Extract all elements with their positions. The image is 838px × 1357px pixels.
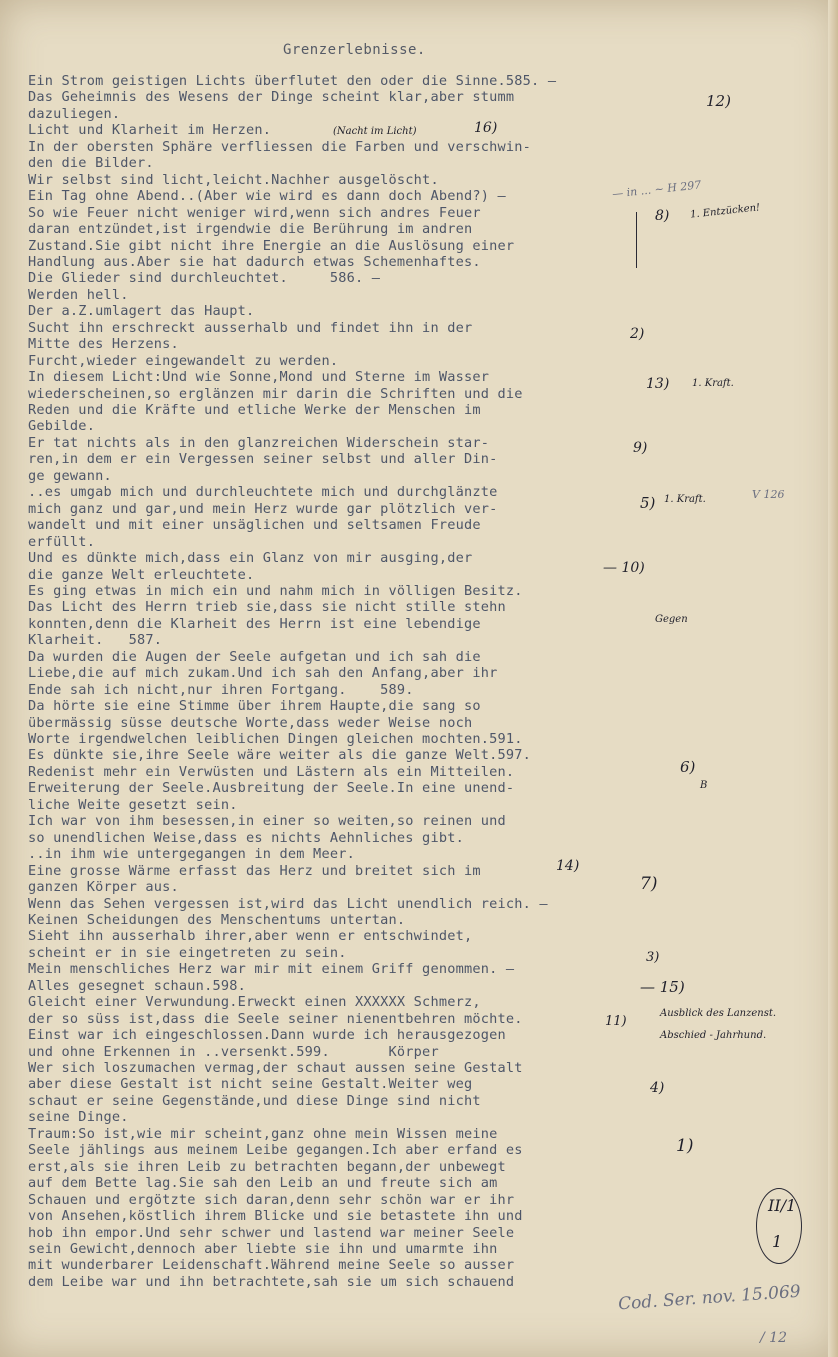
typed-line: ren,in dem er ein Vergessen seiner selbst und aller Din-: [28, 451, 498, 468]
typed-line: erst,als sie ihren Leib zu betrachten begann,der unbewegt: [28, 1158, 506, 1175]
typed-line: Und es dünkte mich,dass ein Glanz von mir ausging,der: [28, 550, 473, 567]
typed-line: ..es umgab mich und durchleuchtete mich und durchglänzte: [28, 484, 498, 501]
margin-note-4: 4): [650, 1080, 665, 1096]
typed-line: Ende sah ich nicht,nur ihren Fortgang. 589.: [28, 681, 414, 698]
typed-line: Erweiterung der Seele.Ausbreitung der Seele.In eine unend-: [28, 780, 515, 797]
typed-line: Die Glieder sind durchleuchtet. 586. —: [28, 270, 381, 287]
typed-line: die ganze Welt erleuchtete.: [28, 566, 255, 583]
margin-note-1: 1): [676, 1136, 694, 1156]
typed-line: Da wurden die Augen der Seele aufgetan und ich sah die: [28, 648, 481, 665]
typed-line: wiederscheinen,so erglänzen mir darin die Schriften und die: [28, 385, 523, 402]
page-edge: [828, 0, 838, 1357]
typed-line: Der a.Z.umlagert das Haupt.: [28, 303, 255, 320]
typed-line: ganzen Körper aus.: [28, 879, 179, 896]
margin-note-8-text: 1. Entzücken!: [689, 202, 761, 221]
typed-line: Gebilde.: [28, 418, 96, 435]
margin-note-10: — 10): [603, 560, 645, 576]
typed-line: Wir selbst sind licht,leicht.Nachher ausgelöscht.: [28, 171, 439, 188]
document-title: Grenzerlebnisse.: [283, 42, 426, 58]
typed-line: Mitte des Herzens.: [28, 336, 179, 353]
typed-line: ge gewann.: [28, 467, 112, 484]
typed-line: erfüllt.: [28, 533, 96, 550]
typed-line: Ein Strom geistigen Lichts überflutet den oder die Sinne.585. —: [28, 73, 557, 89]
typed-line: Es dünkte sie,ihre Seele wäre weiter als die ganze Welt.597.: [28, 747, 532, 764]
typed-line: seine Dinge.: [28, 1109, 129, 1126]
typed-line: Furcht,wieder eingewandelt zu werden.: [28, 352, 339, 369]
margin-note-2: 2): [630, 326, 645, 342]
typed-line: Licht und Klarheit im Herzen.: [28, 122, 272, 139]
typed-line: Reden und die Kräfte und etliche Werke der Menschen im: [28, 402, 481, 418]
typed-line: Seele jählings aus meinem Leibe gegangen.Ich aber erfand es: [28, 1142, 523, 1159]
typed-line: So wie Feuer nicht weniger wird,wenn sich andres Feuer: [28, 204, 481, 221]
typed-line: den die Bilder.: [28, 155, 154, 172]
typed-line: Redenist mehr ein Verwüsten und Lästern als ein Mitteilen.: [28, 763, 515, 780]
margin-note-6: 6): [680, 758, 696, 776]
margin-note-16: 16): [474, 120, 498, 136]
typed-line: daran entzündet,ist irgendwie die Berührung im andren: [28, 221, 473, 238]
margin-note-7: 7): [640, 874, 658, 894]
typed-line: Sucht ihn erschreckt ausserhalb und findet ihn in der: [28, 319, 473, 336]
inline-handwritten-note: (Nacht im Licht): [333, 126, 417, 137]
typed-line: Er tat nichts als in den glanzreichen Widerschein star-: [28, 434, 490, 451]
margin-note-13: 13): [646, 376, 670, 392]
typed-line: Einst war ich eingeschlossen.Dann wurde ich herausgezogen: [28, 1027, 506, 1044]
margin-note-a: Ausblick des Lanzenst.: [660, 1008, 777, 1019]
typed-line: Werden hell.: [28, 286, 129, 303]
margin-note-v126: V 126: [752, 488, 785, 501]
typed-line: Es ging etwas in mich ein und nahm mich in völligen Besitz.: [28, 582, 523, 599]
archive-stamp-bottom: 1: [772, 1232, 783, 1251]
typed-line: Sieht ihn ausserhalb ihrer,aber wenn er entschwindet,: [28, 928, 473, 945]
typed-line: Klarheit. 587.: [28, 632, 163, 649]
typed-line: dazuliegen.: [28, 105, 121, 122]
typed-line: übermässig süsse deutsche Worte,dass weder Weise noch: [28, 714, 473, 731]
typed-line: dem Leibe war und ihn betrachtete,sah sie um sich schauend: [28, 1273, 515, 1290]
typed-line: Traum:So ist,wie mir scheint,ganz ohne mein Wissen meine: [28, 1125, 498, 1142]
typed-line: Schauen und ergötzte sich daran,denn sehr schön war er ihr: [28, 1191, 515, 1208]
typed-line: mit wunderbarer Leidenschaft.Während meine Seele so ausser: [28, 1257, 515, 1274]
typed-line: Gleicht einer Verwundung.Erweckt einen XXXXXX Schmerz,: [28, 994, 481, 1011]
typed-line: Eine grosse Wärme erfasst das Herz und breitet sich im: [28, 862, 481, 879]
typed-line: Ich war von ihm besessen,in einer so weiten,so reinen und: [28, 813, 506, 830]
margin-note-12: 12): [706, 92, 731, 110]
archive-stamp-top: II/1: [768, 1196, 797, 1215]
page-number-mark: / 12: [760, 1330, 787, 1346]
typed-line: konnten,denn die Klarheit des Herrn ist eine lebendige: [28, 615, 481, 632]
typed-line: In diesem Licht:Und wie Sonne,Mond und Sterne im Wasser: [28, 369, 490, 386]
margin-note-3: 3): [646, 950, 660, 965]
typed-line: In der obersten Sphäre verfliessen die Farben und verschwin-: [28, 138, 532, 155]
margin-note-5: 5): [640, 494, 656, 512]
typed-line: Mein menschliches Herz war mir mit einem Griff genommen. —: [28, 961, 515, 978]
margin-note-14: 14): [556, 858, 580, 874]
margin-note-h297: — in ... ~ H 297: [611, 178, 702, 201]
typed-line: Das Geheimnis des Wesens der Dinge scheint klar,aber stumm: [28, 89, 515, 106]
margin-bracket: [636, 212, 641, 268]
typed-line: Handlung aus.Aber sie hat dadurch etwas Schemenhaftes.: [28, 253, 481, 270]
typed-line: Wer sich loszumachen vermag,der schaut aussen seine Gestalt: [28, 1060, 523, 1076]
margin-note-b: B: [700, 780, 708, 791]
margin-note-b-text: Abschied - Jahrhund.: [660, 1030, 767, 1041]
margin-note-8: 8): [655, 208, 670, 224]
margin-note-9: 9): [633, 440, 648, 456]
library-shelfmark: Cod. Ser. nov. 15.069: [617, 1281, 802, 1315]
typed-line: Alles gesegnet schaun.598.: [28, 977, 246, 994]
typed-line: Keinen Scheidungen des Menschentums untertan.: [28, 911, 406, 928]
typed-line: Ein Tag ohne Abend..(Aber wie wird es dann doch Abend?) —: [28, 188, 506, 205]
margin-note-13-text: 1. Kraft.: [692, 378, 734, 389]
margin-note-gegen: Gegen: [655, 614, 688, 625]
margin-note-5-text: 1. Kraft.: [664, 494, 706, 505]
typed-line: mich ganz und gar,und mein Herz wurde gar plötzlich ver-: [28, 500, 498, 517]
typed-line: Liebe,die auf mich zukam.Und ich sah den Anfang,aber ihr: [28, 665, 498, 682]
typed-line: so unendlichen Weise,dass es nichts Aehnliches gibt.: [28, 829, 464, 846]
typed-line: sein Gewicht,dennoch aber liebte sie ihn und umarmte ihn: [28, 1240, 498, 1257]
typed-line: ..in ihm wie untergegangen in dem Meer.: [28, 846, 355, 863]
typed-line: der so süss ist,dass die Seele seiner nienentbehren möchte.: [28, 1010, 523, 1027]
typed-line: und ohne Erkennen in ..versenkt.599. Körper: [28, 1043, 439, 1060]
typed-line: liche Weite gesetzt sein.: [28, 796, 238, 813]
margin-note-15: — 15): [640, 978, 685, 996]
typed-line: Zustand.Sie gibt nicht ihre Energie an die Auslösung einer: [28, 237, 515, 254]
typed-line: Wenn das Sehen vergessen ist,wird das Licht unendlich reich. —: [28, 895, 548, 912]
typed-line: von Ansehen,köstlich ihrem Blicke und sie betastete ihn und: [28, 1208, 523, 1225]
typed-line: Worte irgendwelchen leiblichen Dingen gleichen mochten.591.: [28, 731, 523, 747]
typed-line: scheint er in sie eingetreten zu sein.: [28, 944, 347, 961]
typed-line: Das Licht des Herrn trieb sie,dass sie nicht stille stehn: [28, 599, 506, 616]
typed-line: hob ihn empor.Und sehr schwer und lastend war meiner Seele: [28, 1224, 515, 1241]
margin-note-11: 11): [605, 1014, 627, 1029]
typed-line: aber diese Gestalt ist nicht seine Gestalt.Weiter weg: [28, 1076, 473, 1093]
typed-line: auf dem Bette lag.Sie sah den Leib an und freute sich am: [28, 1175, 498, 1192]
typed-line: Da hörte sie eine Stimme über ihrem Haupte,die sang so: [28, 698, 481, 715]
typed-line: wandelt und mit einer unsäglichen und seltsamen Freude: [28, 517, 481, 534]
typed-line: schaut er seine Gegenstände,und diese Dinge sind nicht: [28, 1092, 481, 1109]
